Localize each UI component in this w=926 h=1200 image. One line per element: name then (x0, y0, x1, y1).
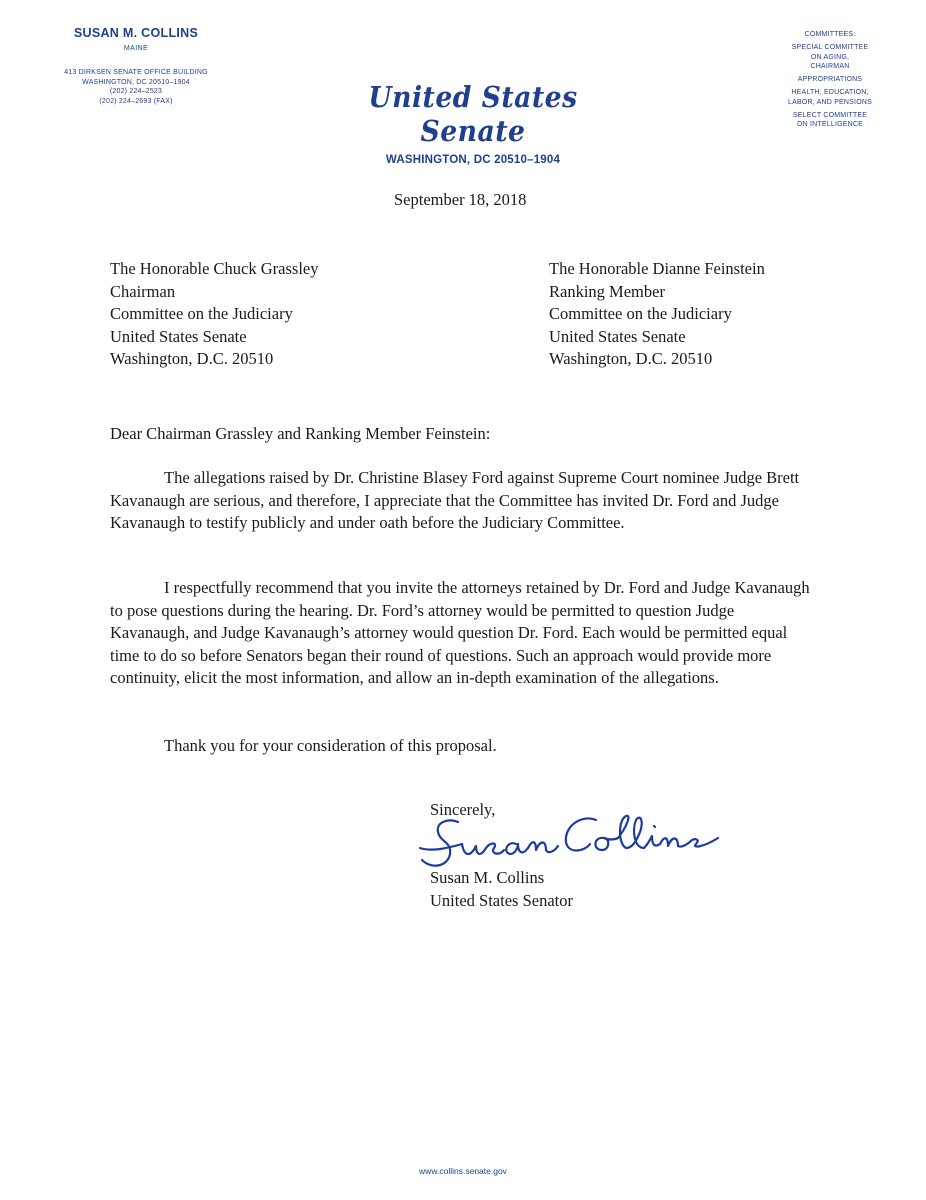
letter-date: September 18, 2018 (394, 190, 527, 209)
committees-heading: COMMITTEES: (804, 31, 856, 38)
letterhead-senator-block (46, 26, 226, 106)
body-paragraph-1 (110, 467, 810, 535)
office-fax: (202) 224–2693 (FAX) (99, 97, 173, 105)
committee-line: SPECIAL COMMITTEE (791, 44, 869, 52)
salutation: Dear Chairman Grassley and Ranking Member Feinstein: (110, 424, 491, 443)
footer-website: www.collins.senate.gov (419, 1166, 507, 1176)
recipient-line: Committee on the Judiciary (549, 304, 732, 323)
committee-intelligence (760, 111, 900, 130)
committee-line: LABOR, AND PENSIONS (788, 98, 872, 106)
body-paragraph-2 (110, 577, 810, 690)
committee-line: SELECT COMMITTEE (792, 112, 868, 120)
recipient-line: Ranking Member (549, 281, 665, 301)
senate-title: United States Senate (368, 80, 578, 148)
recipient-line: Washington, D.C. 20510 (110, 349, 274, 368)
committee-help (760, 88, 900, 107)
senator-state: MAINE (123, 45, 149, 52)
committee-aging (760, 43, 900, 71)
closing: Sincerely, (430, 800, 496, 819)
senator-name: SUSAN M. COLLINS (73, 26, 199, 40)
signer-title: United States Senator (430, 890, 573, 910)
committee-line: HEALTH, EDUCATION, (791, 89, 869, 97)
office-address-line: WASHINGTON, DC 20510–1904 (82, 78, 190, 86)
committee-line: ON INTELLIGENCE (796, 121, 863, 129)
recipient-line: The Honorable Dianne Feinstein (549, 259, 765, 278)
letterhead-title-block (300, 80, 646, 166)
office-address (46, 68, 226, 106)
committee-line: ON AGING, (810, 53, 850, 61)
committee-role: CHAIRMAN (810, 62, 850, 70)
senate-city: WASHINGTON, DC 20510–1904 (385, 154, 561, 166)
recipient-line: United States Senate (549, 326, 686, 346)
committees-block (760, 30, 900, 134)
body-paragraph-3 (110, 735, 810, 758)
signer-name: Susan M. Collins (430, 868, 545, 887)
paragraph-text: The allegations raised by Dr. Christine Blasey Ford against Supreme Court nominee Judge Brett Kavanaugh are serious, and therefore, I appreciate that the Committee has invited Dr. Ford and Judge Kavanaugh to testify publicly and under oath before the Judiciary Committee. (110, 468, 800, 532)
recipient-line: Committee on the Judiciary (110, 304, 293, 323)
recipient-line: The Honorable Chuck Grassley (110, 259, 319, 278)
recipient-line: Chairman (110, 281, 176, 301)
committee-appropriations: APPROPRIATIONS (797, 76, 863, 84)
signer-block (430, 867, 573, 912)
recipient-line: United States Senate (110, 326, 247, 346)
office-phone: (202) 224–2523 (109, 88, 163, 95)
paragraph-text: I respectfully recommend that you invite the attorneys retained by Dr. Ford and Judge Kavanaugh to pose questions during the hearing. Dr. Ford’s attorney would be permitted to question Judge Kavanaugh, and Judge Kavanaugh’s attorney would question Dr. Ford. Each would be permitted equal time to do so before Senators began their round of questions. Such an approach would provide more continuity, elicit the most information, and allow an in-depth examination of the allegations. (110, 578, 810, 687)
recipient-line: Washington, D.C. 20510 (549, 349, 713, 368)
office-address-line: 413 DIRKSEN SENATE OFFICE BUILDING (64, 69, 208, 76)
paragraph-text: Thank you for your consideration of this proposal. (164, 736, 497, 755)
recipient-grassley (110, 258, 318, 371)
recipient-feinstein (549, 258, 765, 371)
